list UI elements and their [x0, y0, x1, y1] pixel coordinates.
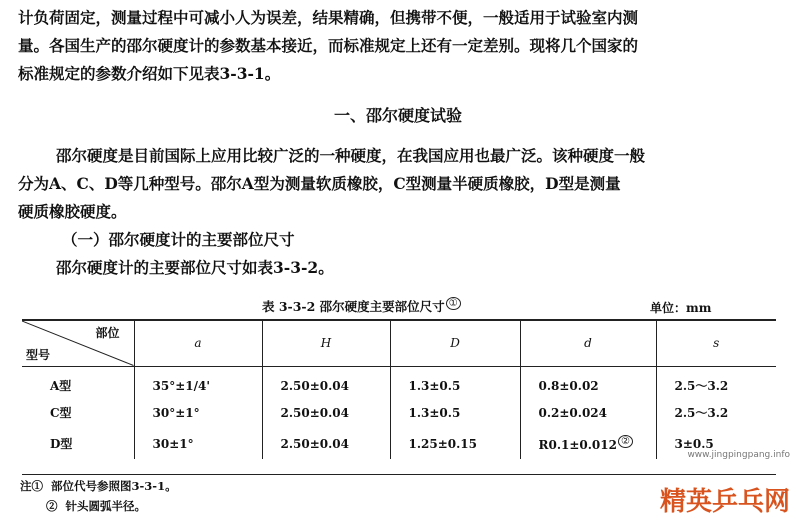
- cell-type: C型: [50, 406, 72, 420]
- table-caption: [262, 297, 461, 315]
- table-corner-cell: [22, 320, 134, 366]
- cell-H: 2.50±0.04: [262, 428, 390, 459]
- column-header-D: D: [390, 320, 520, 366]
- cell-type: A型: [50, 379, 72, 394]
- cell-d-footnote: ②: [618, 435, 633, 448]
- column-header-s: s: [656, 320, 776, 366]
- table-caption-text: 表 3-3-2 邵尔硬度主要部位尺寸: [262, 299, 445, 314]
- cell-D: 1.25±0.15: [390, 428, 520, 459]
- cell-s: 2.5～3.2: [656, 366, 776, 397]
- cell-H: 2.50±0.04: [262, 366, 390, 397]
- table-unit: 单位：mm: [650, 301, 712, 315]
- paragraph-top-line2: 量。各国生产的邵尔硬度计的参数基本接近，而标准规定上还有一定差别。现将几个国家的: [18, 36, 639, 55]
- footnote-2: [46, 498, 146, 514]
- column-header-H: H: [262, 320, 390, 366]
- table-row: [22, 428, 776, 459]
- cell-d: [520, 366, 656, 397]
- cell-a: 35°±1/4': [134, 366, 262, 397]
- watermark-url: www.jingpingpang.info: [687, 450, 790, 460]
- cell-d-value: 0.8±0.02: [538, 378, 599, 393]
- corner-label-type: 型号: [26, 347, 51, 362]
- cell-d: [520, 397, 656, 428]
- footnote-1-text: 部位代号参照图3-3-1。: [51, 479, 177, 493]
- cell-D: 1.3±0.5: [390, 366, 520, 397]
- footnote-1: [20, 478, 177, 494]
- table-header-row: [22, 320, 776, 366]
- cell-type: D型: [50, 437, 73, 451]
- column-header-d: d: [520, 320, 656, 366]
- cell-s: 3±0.5: [656, 428, 776, 459]
- footnote-2-label: ②: [46, 499, 58, 513]
- cell-s: 2.5～3.2: [656, 397, 776, 428]
- table-bottom-rule: [22, 474, 776, 475]
- column-header-a: a: [134, 320, 262, 366]
- dimensions-table: [22, 319, 776, 459]
- paragraph-table-ref: 邵尔硬度计的主要部位尺寸如表3-3-2。: [56, 258, 334, 277]
- table-row: [22, 397, 776, 428]
- watermark-logo: 精英乒乓网: [659, 487, 790, 517]
- cell-D: 1.3±0.5: [390, 397, 520, 428]
- section-heading: 一、邵尔硬度试验: [333, 106, 462, 125]
- paragraph-top-line1: 计负荷固定，测量过程中可减小人为误差，结果精确，但携带不便，一般适用于试验室内测: [18, 8, 639, 27]
- cell-d-value: 0.2±0.024: [538, 405, 608, 420]
- paragraph-top-line3: 标准规定的参数介绍如下见表3-3-1。: [18, 64, 281, 83]
- paragraph-intro-line2: 分为A、C、D等几种型号。邵尔A型为测量软质橡胶，C型测量半硬质橡胶，D型是测量: [18, 174, 621, 193]
- cell-d: [520, 428, 656, 459]
- paragraph-intro-line1: 邵尔硬度是目前国际上应用比较广泛的一种硬度，在我国应用也最广泛。该种硬度一般: [56, 146, 646, 165]
- table-row: [22, 366, 776, 397]
- table-caption-footnote: ①: [446, 297, 461, 310]
- paragraph-intro-line3: 硬质橡胶硬度。: [18, 202, 127, 221]
- cell-a: 30±1°: [134, 428, 262, 459]
- cell-H: 2.50±0.04: [262, 397, 390, 428]
- footnote-1-label: 注①: [20, 479, 43, 493]
- cell-d-value: R0.1±0.012: [538, 437, 617, 452]
- footnote-2-text: 针头圆弧半径。: [65, 499, 147, 513]
- cell-a: 30°±1°: [134, 397, 262, 428]
- subsection-heading: （一）邵尔硬度计的主要部位尺寸: [62, 230, 295, 249]
- corner-label-part: 部位: [95, 326, 120, 340]
